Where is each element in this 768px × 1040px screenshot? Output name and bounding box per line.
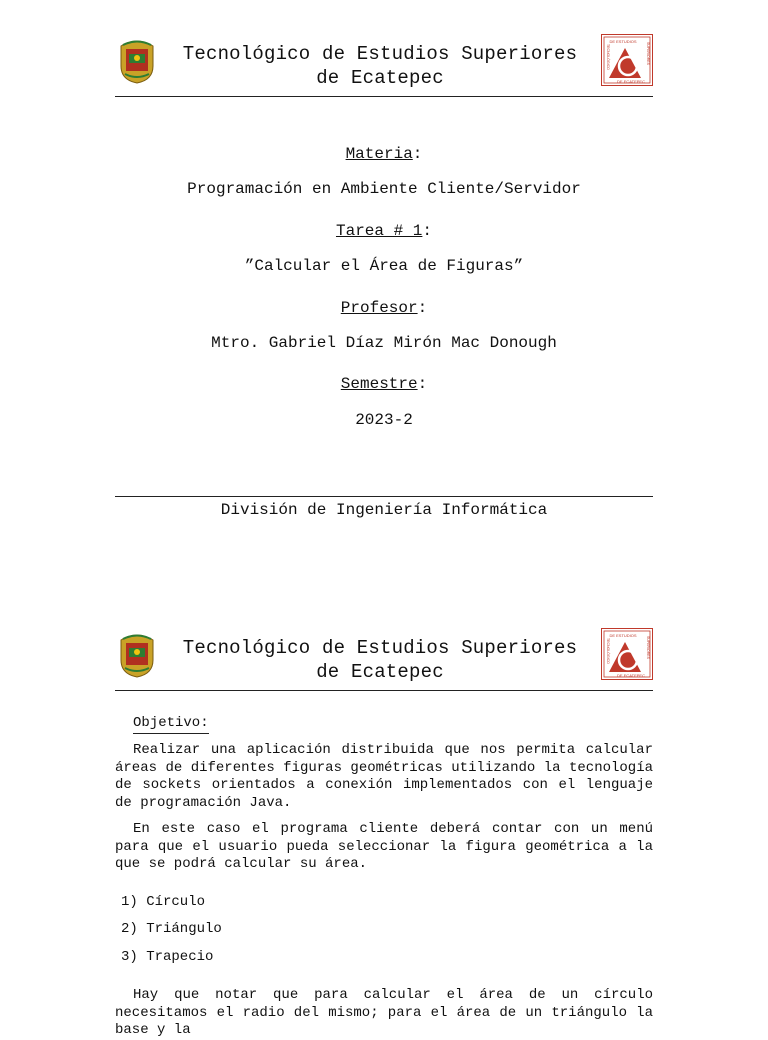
body-text-continued — [115, 987, 653, 1040]
svg-text:SUPERIORES: SUPERIORES — [646, 42, 650, 65]
professor-label: Profesor — [340, 299, 418, 317]
institution-title — [165, 636, 595, 684]
professor-value: Mtro. Gabriel Díaz Mirón Mac Donough — [211, 334, 557, 352]
task-label: Tarea # 1 — [335, 222, 423, 240]
subject-heading: Materia: — [345, 145, 423, 163]
svg-text:DE ESTUDIOS: DE ESTUDIOS — [609, 39, 637, 44]
objective-label: Objetivo — [133, 715, 200, 734]
semester-heading: Semestre: — [340, 375, 428, 393]
professor-heading: Profesor: — [340, 299, 428, 317]
svg-text:SUPERIORES: SUPERIORES — [646, 636, 650, 659]
svg-text:TECNOLÓGICO: TECNOLÓGICO — [606, 638, 610, 664]
subject-value: Programación en Ambiente Cliente/Servidor — [187, 180, 581, 198]
list-item: 1) Círculo — [121, 894, 206, 910]
institution-title-line2: de Ecatepec — [316, 67, 444, 89]
body-text — [115, 742, 653, 874]
content-page — [0, 600, 768, 1038]
paragraph-3: Hay que notar que para calcular el área de un círculo necesitamos el radio del mismo; para el área de un triángulo la base y la — [115, 987, 653, 1038]
institution-logo-icon — [601, 34, 653, 86]
paragraph-1: Realizar una aplicación distribuida que nos permita calcular áreas de diferentes figuras geométricas utilizando la tecnología de sockets orientados a conexión implementados con el lenguaje de programación Java. — [115, 742, 653, 811]
task-value: ”Calcular el Área de Figuras” — [244, 257, 524, 275]
svg-text:TECNOLÓGICO: TECNOLÓGICO — [606, 44, 610, 70]
institution-title-line2: de Ecatepec — [316, 661, 444, 683]
list-item: 3) Trapecio — [121, 949, 214, 965]
institution-title-line1: Tecnológico de Estudios Superiores — [182, 637, 578, 659]
subject-label: Materia — [345, 145, 413, 163]
page-header — [115, 34, 653, 97]
page-header — [115, 628, 653, 691]
institution-title-line1: Tecnológico de Estudios Superiores — [182, 43, 578, 65]
semester-value: 2023-2 — [355, 411, 413, 429]
institution-logo-icon — [601, 628, 653, 680]
svg-text:DE ECATEPEC: DE ECATEPEC — [617, 79, 645, 84]
svg-text:DE ESTUDIOS: DE ESTUDIOS — [609, 633, 637, 638]
division-footer: División de Ingeniería Informática — [115, 496, 653, 519]
state-coat-of-arms-icon — [117, 630, 157, 678]
semester-label: Semestre — [340, 375, 418, 393]
institution-title — [165, 42, 595, 90]
state-coat-of-arms-icon — [117, 36, 157, 84]
objective-heading: Objetivo: — [133, 715, 209, 731]
svg-text:DE ECATEPEC: DE ECATEPEC — [617, 673, 645, 678]
task-heading: Tarea # 1: — [335, 222, 433, 240]
paragraph-2: En este caso el programa cliente deberá contar con un menú para que el usuario pueda seleccionar la figura geométrica a la que se podrá calcular su área. — [115, 821, 653, 872]
list-item: 2) Triángulo — [121, 921, 222, 937]
